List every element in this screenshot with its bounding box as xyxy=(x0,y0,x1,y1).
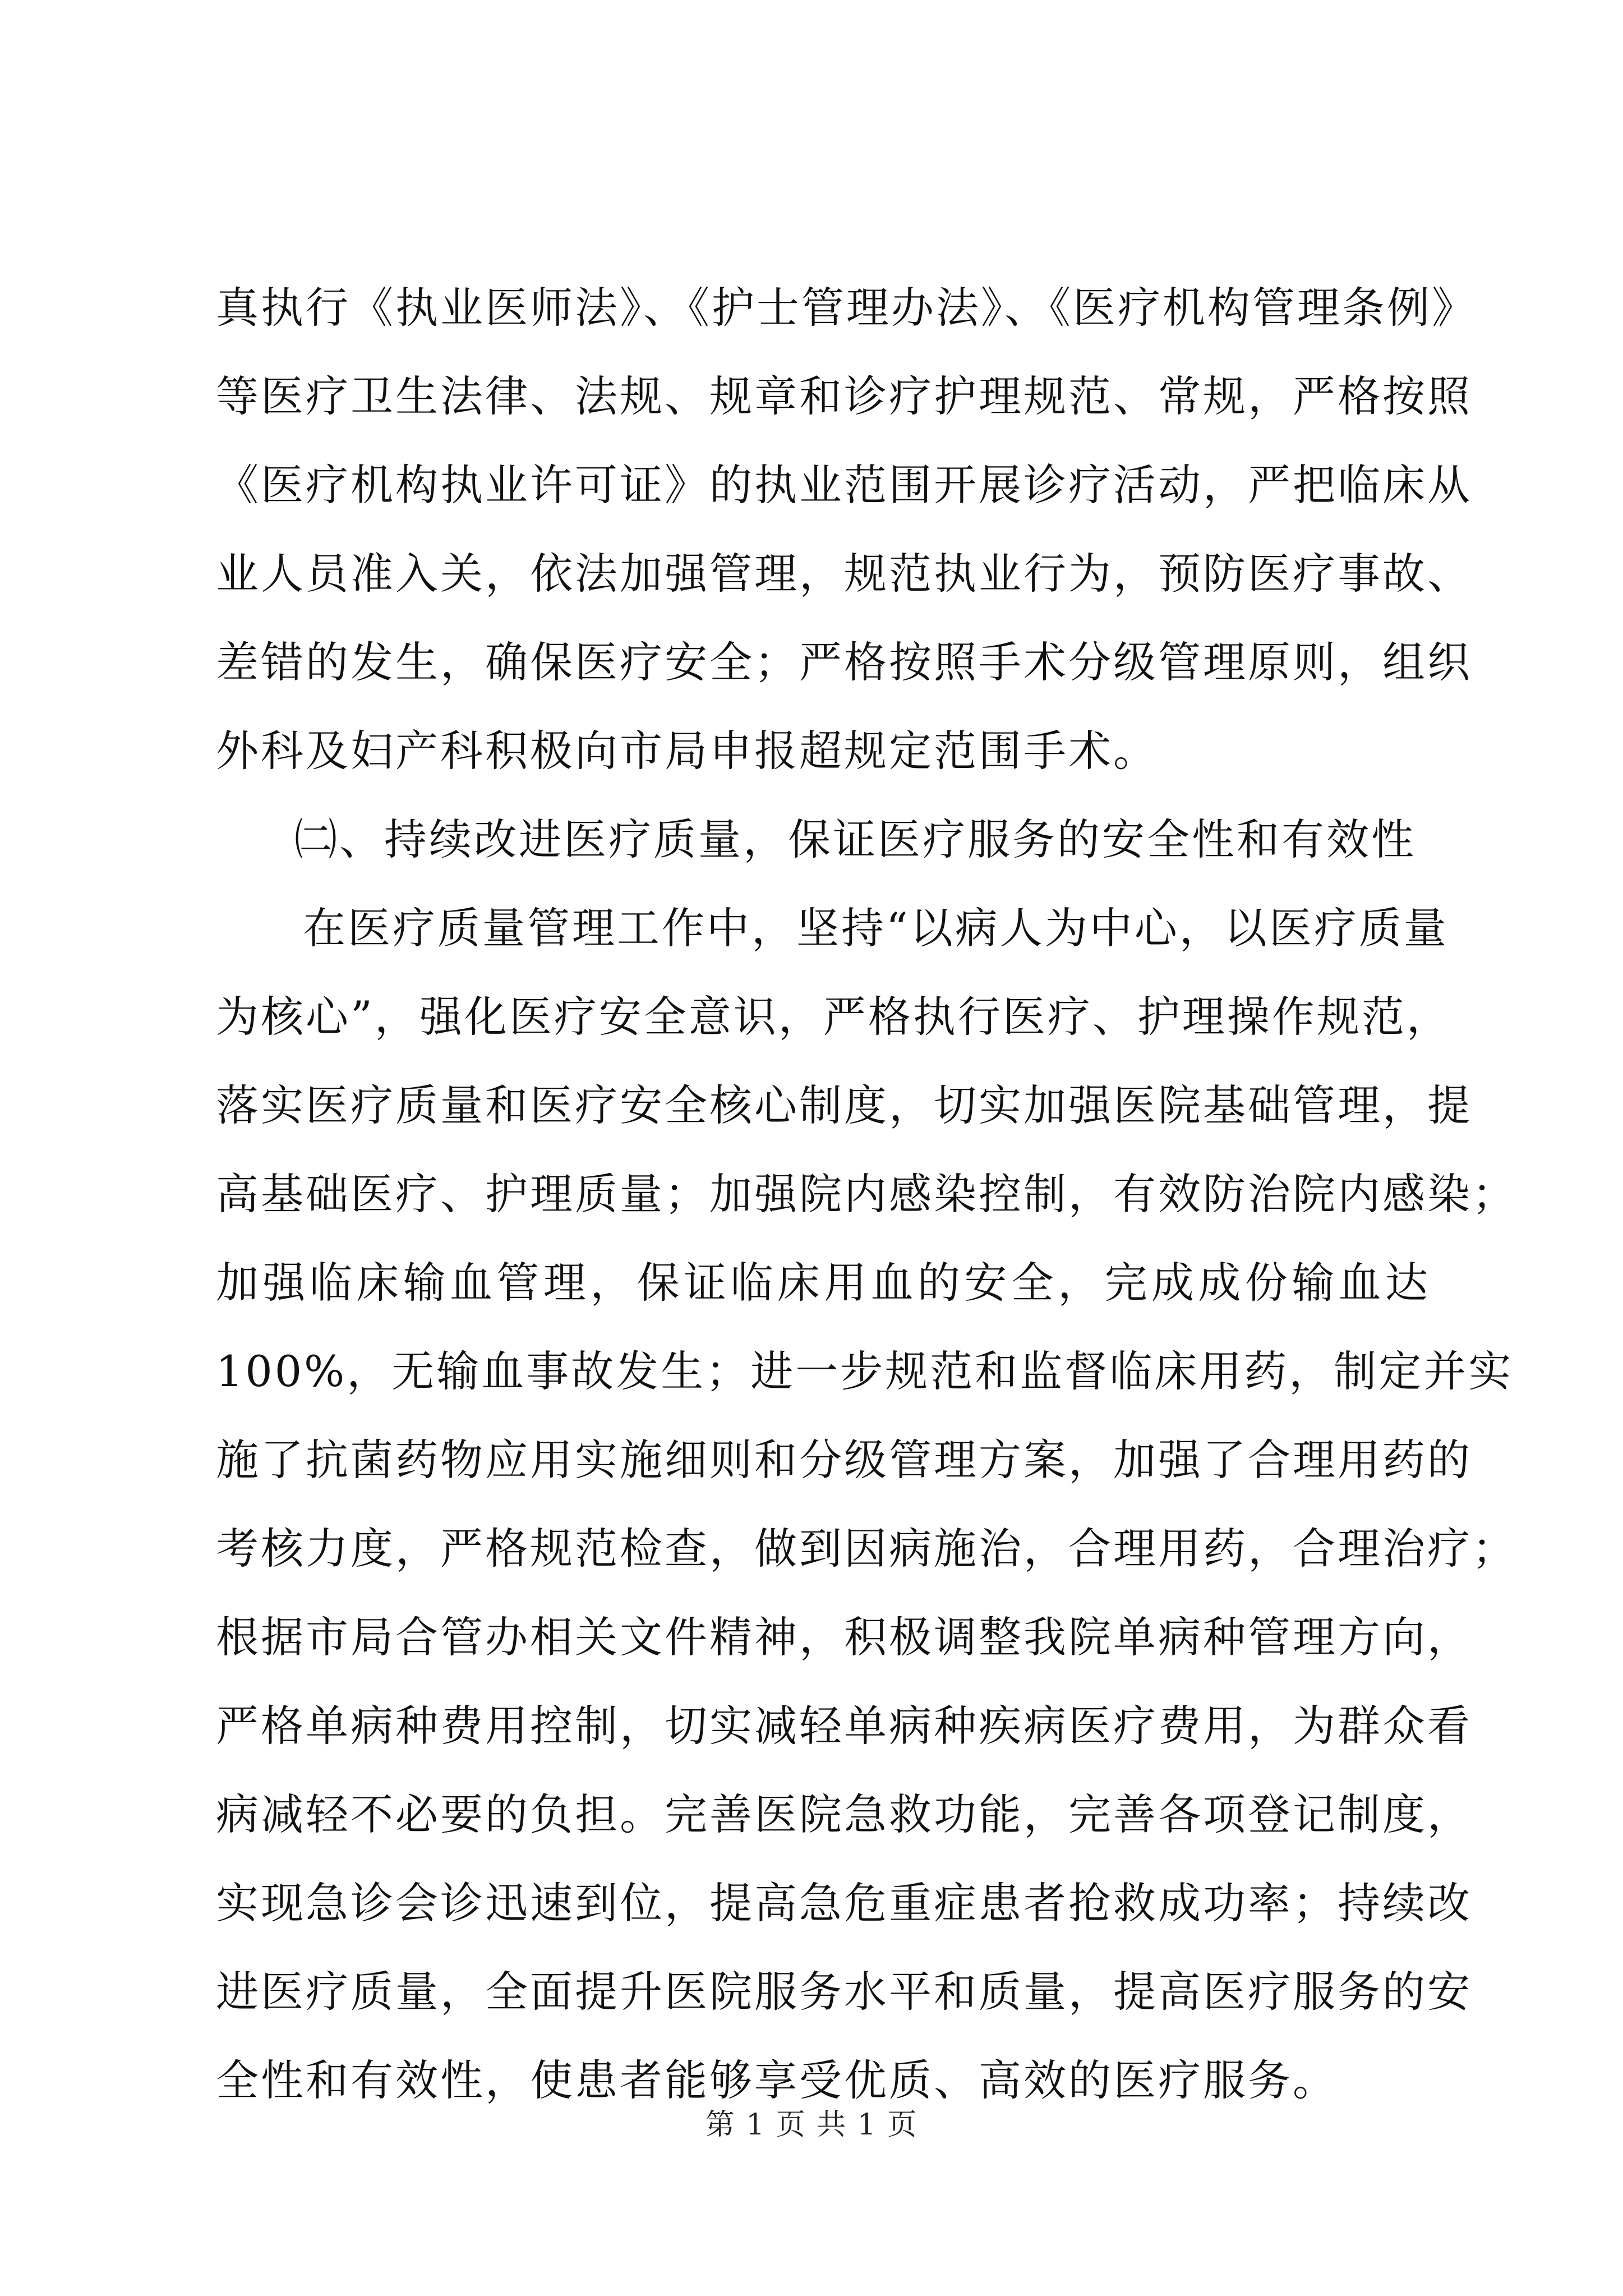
paragraph-first-line: 在医疗质量管理工作中，坚持“以病人为中心，以医疗质量 xyxy=(303,903,1449,953)
text-line: 全性和有效性，使患者能够享受优质、高效的医疗服务。 xyxy=(216,2055,1338,2105)
text-line: 真执行《执业医师法》、《护士管理办法》、《医疗机构管理条例》 xyxy=(216,283,1477,333)
page-footer: 第 1 页 共 1 页 xyxy=(705,2108,918,2142)
text-line: 落实医疗质量和医疗安全核心制度，切实加强医院基础管理，提 xyxy=(216,1080,1472,1130)
text-line: 病减轻不必要的负担。完善医院急救功能，完善各项登记制度， xyxy=(216,1789,1472,1839)
text-line: 加强临床输血管理，保证临床用血的安全，完成成份输血达 xyxy=(216,1258,1430,1308)
text-line: 实现急诊会诊迅速到位，提高急危重症患者抢救成功率；持续改 xyxy=(216,1878,1472,1928)
text-line: 为核心”，强化医疗安全意识，严格执行医疗、护理操作规范， xyxy=(216,992,1451,1042)
text-line: 差错的发生，确保医疗安全；严格按照手术分级管理原则，组织 xyxy=(216,637,1472,687)
text-line: 进医疗质量，全面提升医院服务水平和质量，提高医疗服务的安 xyxy=(216,1967,1472,2017)
text-line: 严格单病种费用控制，切实减轻单病种疾病医疗费用，为群众看 xyxy=(216,1701,1472,1751)
text-line: 《医疗机构执业许可证》的执业范围开展诊疗活动，严把临床从 xyxy=(216,460,1472,510)
text-line: 施了抗菌药物应用实施细则和分级管理方案，加强了合理用药的 xyxy=(216,1435,1472,1485)
text-line: 100%，无输血事故发生；进一步规范和监督临床用药，制定并实 xyxy=(216,1346,1514,1396)
text-line: 根据市局合管办相关文件精神，积极调整我院单病种管理方向， xyxy=(216,1612,1472,1662)
text-line: 业人员准入关，依法加强管理，规范执业行为，预防医疗事故、 xyxy=(216,549,1472,599)
text-line: 等医疗卫生法律、法规、规章和诊疗护理规范、常规，严格按照 xyxy=(216,371,1472,421)
text-line: 高基础医疗、护理质量；加强院内感染控制，有效防治院内感染； xyxy=(216,1169,1517,1219)
section-heading: ㈡、持续改进医疗质量，保证医疗服务的安全性和有效性 xyxy=(294,815,1416,864)
text-line: 外科及妇产科积极向市局申报超规定范围手术。 xyxy=(216,726,1158,776)
text-line: 考核力度，严格规范检查，做到因病施治，合理用药，合理治疗； xyxy=(216,1524,1517,1573)
document-body xyxy=(216,264,1517,2125)
